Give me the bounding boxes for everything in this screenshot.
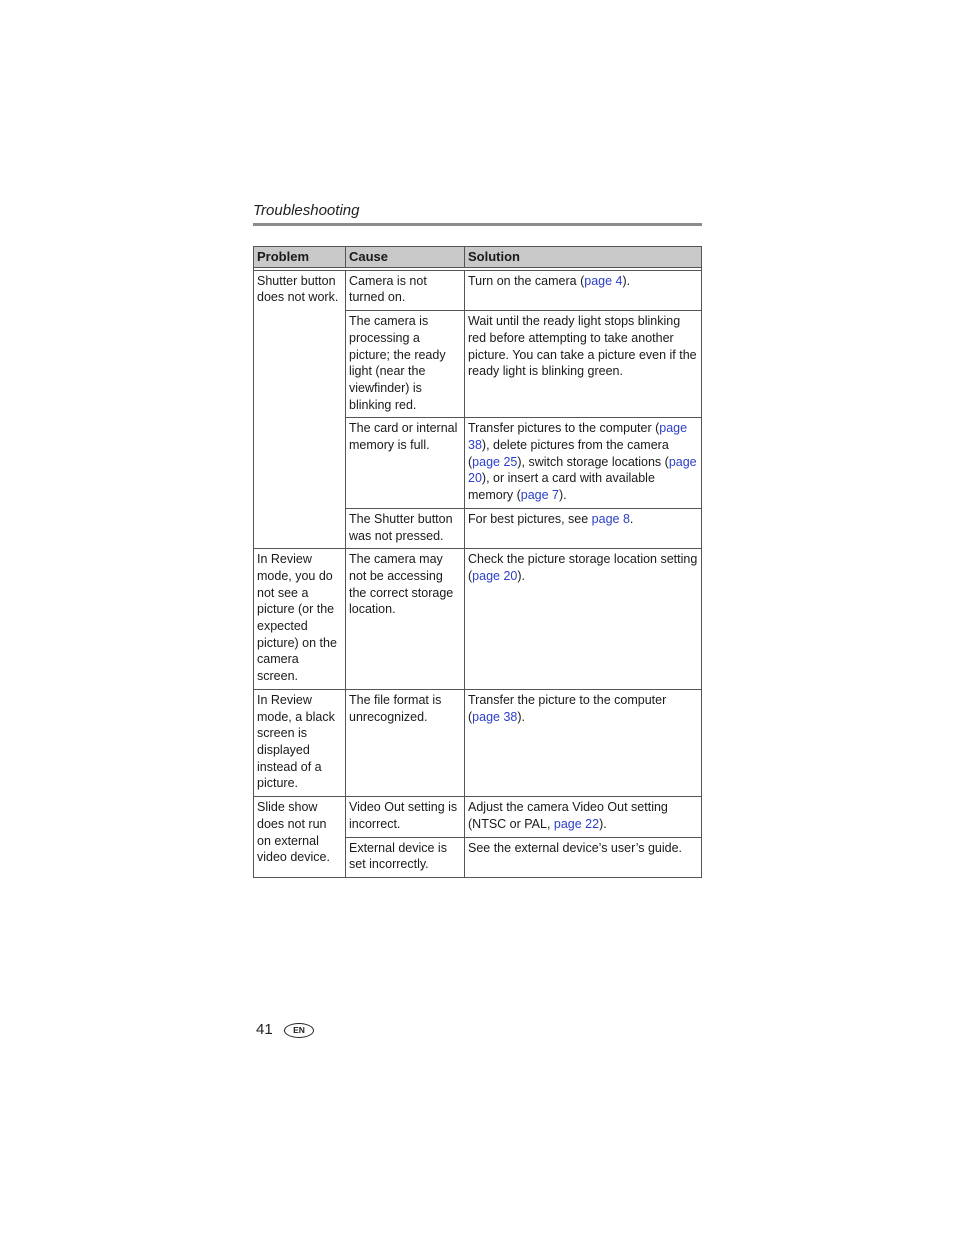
solution-text: Adjust the camera Video Out setting (NTSC or PAL, (468, 800, 668, 831)
solution-cell (465, 418, 702, 509)
solution-text: ). (517, 568, 525, 583)
page-link[interactable]: page 20 (468, 454, 697, 486)
solution-cell (465, 549, 702, 690)
solution-text: Transfer pictures to the computer ( (468, 421, 660, 436)
cause-cell: The file format is unrecognized. (346, 689, 465, 796)
table-row (254, 797, 702, 837)
solution-text: ). (559, 488, 567, 503)
solution-text: Transfer the picture to the computer ( (468, 692, 667, 724)
solution-text: Turn on the camera ( (468, 273, 585, 288)
section-title: Troubleshooting (253, 202, 360, 219)
solution-text: ), or insert a card with available memory ( (468, 471, 655, 503)
page-number: 41 (256, 1021, 273, 1038)
solution-text: ), switch storage locations ( (517, 454, 669, 469)
header-solution: Solution (465, 247, 702, 268)
page-link[interactable]: page 38 (468, 421, 688, 453)
solution-text: ). (517, 709, 525, 724)
cause-cell: External device is set incorrectly. (346, 837, 465, 877)
problem-cell: In Review mode, you do not see a picture (or the expected picture) on the camera screen. (254, 549, 346, 690)
solution-text: ). (599, 816, 607, 831)
solution-text: For best pictures, see (468, 511, 592, 526)
page-link[interactable]: page 4 (584, 273, 623, 288)
page-link[interactable]: page 38 (472, 709, 518, 724)
table-header-row (254, 247, 702, 268)
page-link[interactable]: page 7 (520, 488, 560, 503)
table-row (254, 689, 702, 796)
page-link[interactable]: page 25 (472, 454, 518, 469)
solution-cell (465, 689, 702, 796)
title-rule (253, 223, 702, 226)
solution-text: ), delete pictures from the camera ( (468, 438, 669, 469)
cause-cell: The camera may not be accessing the correct storage location. (346, 549, 465, 690)
solution-cell (465, 837, 702, 877)
troubleshooting-table (253, 246, 702, 878)
solution-cell (465, 270, 702, 310)
solution-cell (465, 797, 702, 837)
header-cause: Cause (346, 247, 465, 268)
page-link[interactable]: page 22 (553, 816, 600, 831)
table-body (254, 267, 702, 877)
cause-cell: Camera is not turned on. (346, 270, 465, 310)
problem-cell: Slide show does not run on external video device. (254, 797, 346, 878)
page-link[interactable]: page 8 (591, 511, 630, 526)
table-row (254, 270, 702, 310)
header-problem: Problem (254, 247, 346, 268)
problem-cell: In Review mode, a black screen is displayed instead of a picture. (254, 689, 346, 796)
solution-cell (465, 508, 702, 548)
cause-cell: Video Out setting is incorrect. (346, 797, 465, 837)
table-row (254, 549, 702, 690)
language-badge: EN (284, 1023, 314, 1038)
page-link[interactable]: page 20 (472, 568, 518, 583)
solution-text: . (629, 511, 634, 526)
solution-text: Wait until the ready light stops blinking red before attempting to take another picture. You can take a picture even if the ready light is blinking green. (468, 314, 697, 379)
solution-cell (465, 311, 702, 418)
solution-text: ). (622, 273, 631, 288)
solution-text: See the external device’s user’s guide. (468, 840, 683, 855)
solution-text: Check the picture storage location setting ( (468, 552, 698, 583)
cause-cell: The card or internal memory is full. (346, 418, 465, 509)
cause-cell: The camera is processing a picture; the ready light (near the viewfinder) is blinking red. (346, 311, 465, 418)
cause-cell: The Shutter button was not pressed. (346, 508, 465, 548)
problem-cell: Shutter button does not work. (254, 270, 346, 549)
